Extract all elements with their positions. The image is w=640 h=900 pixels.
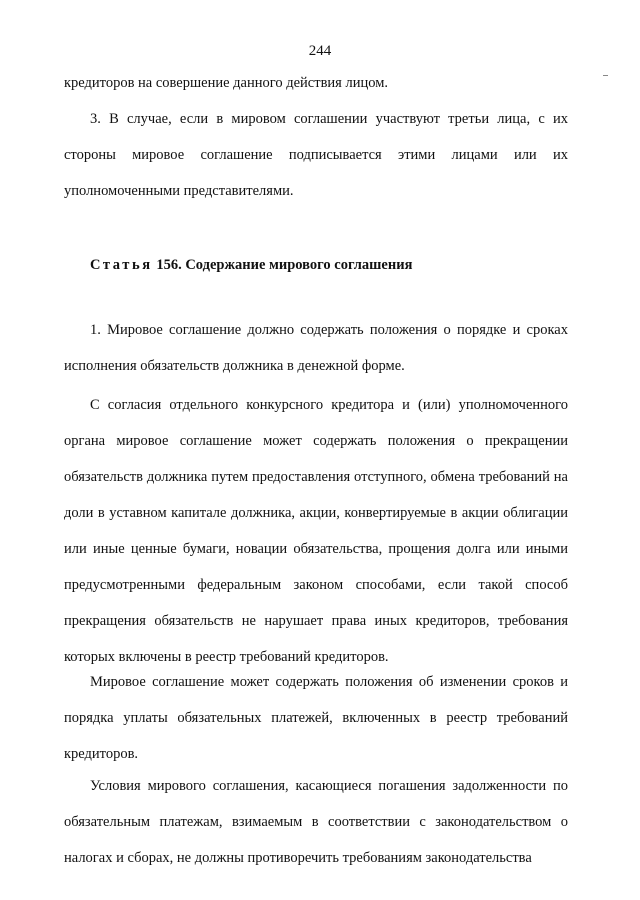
article-heading bbox=[90, 253, 570, 277]
paragraph-clause-1: 1. Мировое соглашение должно содержать положения о порядке и сроках исполнения обязательств должника в денежной форме. bbox=[64, 322, 568, 374]
article-label: Статья bbox=[90, 257, 153, 273]
paragraph-tax-conditions: Условия мирового соглашения, касающиеся погашения задолженности по обязательным платежам, взимаемым в соответствии с законодательством о налогах и сборах, не должны противоречить требованиям законодательства bbox=[64, 778, 568, 866]
paragraph-continuation: кредиторов на совершение данного действия лицом. bbox=[64, 75, 388, 91]
paragraph-consent: С согласия отдельного конкурсного кредитора и (или) уполномоченного органа мировое соглашение может содержать положения о прекращении обязательств должника путем предоставления отступного, обмена требований на доли в уставном капитале должника, акции, конвертируемые в акции облигации или иные ценные бумаги, новации обязательства, прощения долга или иными предусмотренными федеральным законом способами, если такой способ прекращения обязательств не нарушает права иных кредиторов, требования которых включены в реестр требований кредиторов. bbox=[64, 397, 568, 665]
margin-mark bbox=[603, 75, 608, 76]
paragraph-payment-terms: Мировое соглашение может содержать положения об изменении сроков и порядка уплаты обязательных платежей, включенных в реестр требований кредиторов. bbox=[64, 674, 568, 762]
paragraph-clause-3: 3. В случае, если в мировом соглашении участвуют третьи лица, с их стороны мировое соглашение подписывается этими лицами или их уполномоченными представителями. bbox=[64, 111, 568, 199]
page-number: 244 bbox=[308, 43, 332, 59]
article-title: Содержание мирового соглашения bbox=[185, 257, 413, 273]
article-number: 156. bbox=[156, 257, 182, 273]
